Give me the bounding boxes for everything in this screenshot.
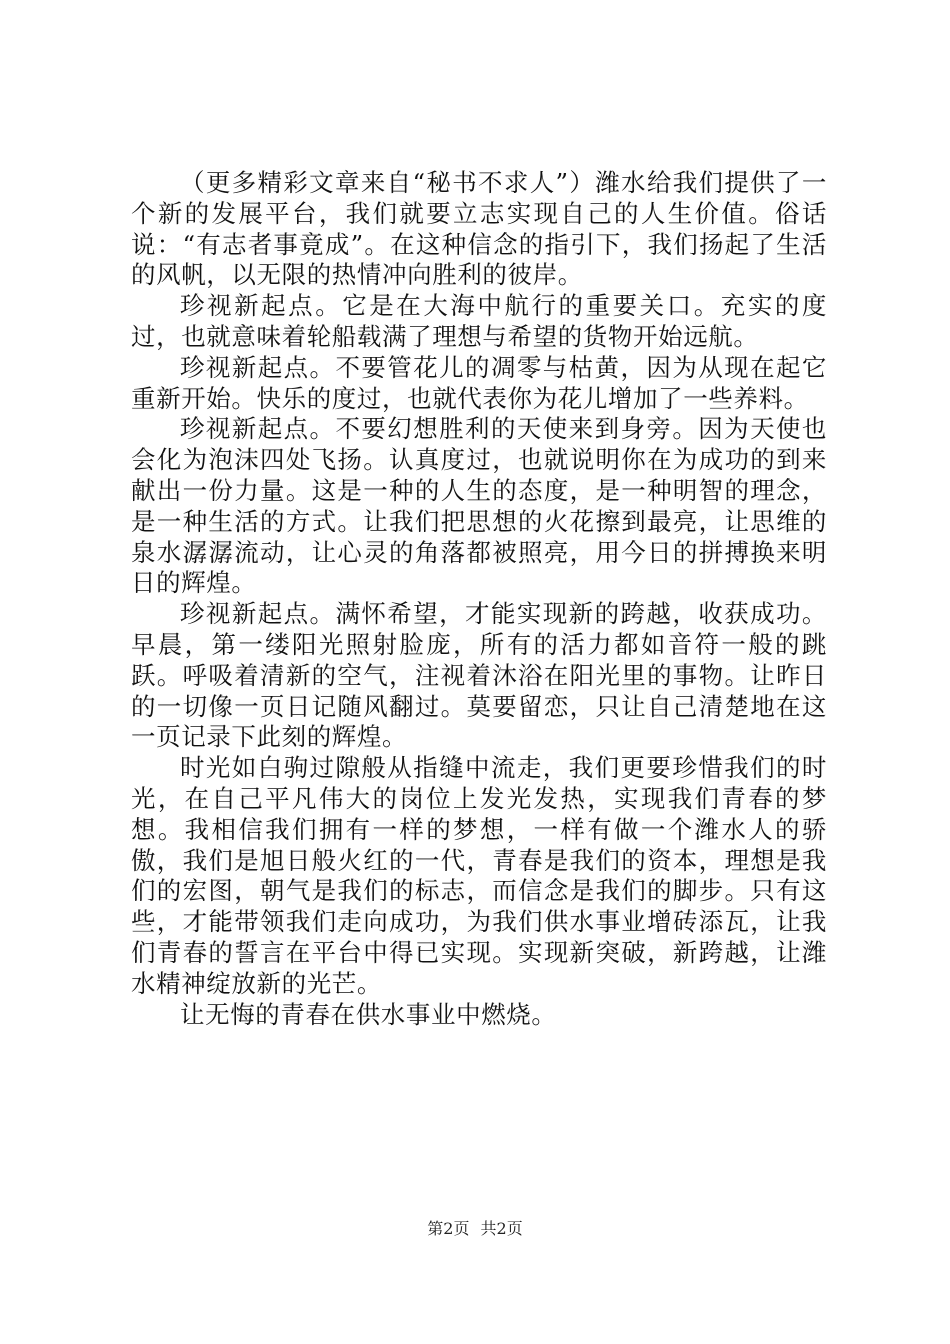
document-body: [131, 168, 827, 1030]
paragraph: 珍视新起点。不要幻想胜利的天使来到身旁。因为天使也会化为泡沫四处飞扬。认真度过，也就说明你在为成功的到来献出一份力量。这是一种的人生的态度，是一种明智的理念，是一种生活的方式。让我们把思想的火花擦到最亮，让思维的泉水潺潺流动，让心灵的角落都被照亮，用今日的拼搏换来明日的辉煌。: [131, 414, 827, 598]
page-footer: [0, 1216, 950, 1239]
page-number: 第2页: [427, 1219, 470, 1238]
paragraph: 珍视新起点。它是在大海中航行的重要关口。充实的度过，也就意味着轮船载满了理想与希望的货物开始远航。: [131, 291, 827, 351]
paragraph: 时光如白驹过隙般从指缝中流走，我们更要珍惜我们的时光，在自己平凡伟大的岗位上发光发热，实现我们青春的梦想。我相信我们拥有一样的梦想，一样有做一个潍水人的骄傲，我们是旭日般火红的一代，青春是我们的资本，理想是我们的宏图，朝气是我们的标志，而信念是我们的脚步。只有这些，才能带领我们走向成功，为我们供水事业增砖添瓦，让我们青春的誓言在平台中得已实现。实现新突破，新跨越，让潍水精神绽放新的光芒。: [131, 753, 827, 998]
paragraph: 珍视新起点。满怀希望，才能实现新的跨越，收获成功。早晨，第一缕阳光照射脸庞，所有的活力都如音符一般的跳跃。呼吸着清新的空气，注视着沐浴在阳光里的事物。让昨日的一切像一页日记随风翻过。莫要留恋，只让自己清楚地在这一页记录下此刻的辉煌。: [131, 599, 827, 752]
paragraph: 珍视新起点。不要管花儿的凋零与枯黄，因为从现在起它重新开始。快乐的度过，也就代表你为花儿增加了一些养料。: [131, 352, 827, 413]
paragraph: （更多精彩文章来自“秘书不求人”）潍水给我们提供了一个新的发展平台，我们就要立志实现自己的人生价值。俗话说：“有志者事竟成”。在这种信念的指引下，我们扬起了生活的风帆，以无限的热情冲向胜利的彼岸。: [131, 168, 827, 290]
paragraph: 让无悔的青春在供水事业中燃烧。: [180, 999, 557, 1029]
page-total: 共2页: [480, 1219, 523, 1238]
